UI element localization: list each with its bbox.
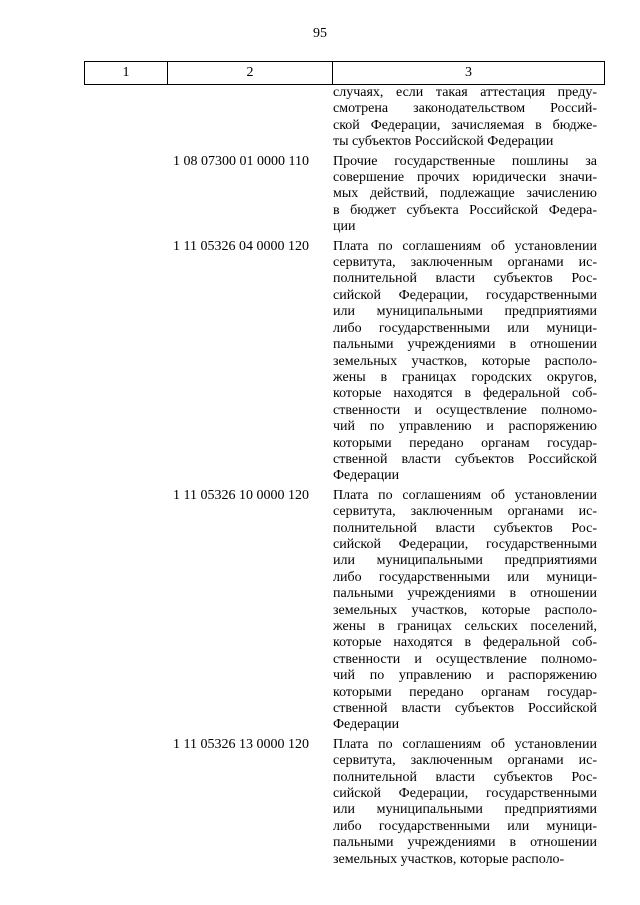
description-line: мых действий, подлежащие зачислению	[333, 186, 597, 202]
revenue-description	[333, 154, 597, 236]
description-line: чий по управлению и распоряжению	[333, 668, 597, 684]
revenue-description	[333, 737, 597, 868]
table-row	[0, 239, 640, 485]
table-row	[0, 154, 640, 236]
revenue-code: 1 11 05326 04 0000 120	[173, 238, 309, 254]
description-line: сийской Федерации, государственными	[333, 287, 597, 303]
description-line: земельных участков, которые располо-	[333, 851, 565, 867]
description-line: пальными учреждениями в отношении	[333, 835, 597, 851]
column-header-row	[85, 62, 605, 85]
table-row	[0, 85, 640, 151]
description-line: Плата по соглашениям об установлении	[333, 238, 597, 254]
revenue-description	[333, 85, 597, 151]
description-line: ственной власти субъектов Российской	[333, 701, 597, 717]
description-line: смотрена законодательством Россий-	[333, 101, 597, 117]
revenue-code: 1 11 05326 13 0000 120	[173, 736, 309, 752]
description-line: Плата по соглашениям об установлении	[333, 736, 597, 752]
description-line: сийской Федерации, государственными	[333, 786, 597, 802]
column-header-3: 3	[333, 62, 605, 85]
column-header-table	[84, 61, 605, 85]
description-line: в бюджет субъекта Российской Федера-	[333, 202, 597, 218]
description-line: сийской Федерации, государственными	[333, 536, 597, 552]
description-line: сервитута, заключенным органами ис-	[333, 504, 597, 520]
description-line: или муниципальными предприятиями	[333, 304, 597, 320]
revenue-code: 1 11 05326 10 0000 120	[173, 487, 309, 503]
description-line: либо государственными или муници-	[333, 320, 597, 336]
revenue-description	[333, 488, 597, 734]
table-body	[0, 85, 640, 868]
description-line: ской Федерации, зачисляемая в бюдже-	[333, 117, 597, 133]
description-line: ции	[333, 219, 356, 235]
description-line: полнительной власти субъектов Рос-	[333, 520, 597, 536]
description-line: полнительной власти субъектов Рос-	[333, 769, 597, 785]
description-line: ственности и осуществление полномо-	[333, 402, 597, 418]
description-line: пальными учреждениями в отношении	[333, 337, 597, 353]
table-row	[0, 488, 640, 734]
description-line: сервитута, заключенным органами ис-	[333, 753, 597, 769]
description-line: жены в границах сельских поселений,	[333, 619, 597, 634]
column-header-1: 1	[85, 62, 168, 85]
description-line: пальными учреждениями в отношении	[333, 586, 597, 602]
description-line: ты субъектов Российской Федерации	[333, 134, 554, 150]
description-line: Прочие государственные пошлины за	[333, 153, 597, 169]
description-line: которые находятся в федеральной соб-	[333, 635, 597, 651]
description-line: которыми передано органам государ-	[333, 435, 597, 451]
description-line: сервитута, заключенным органами ис-	[333, 255, 597, 271]
description-line: совершение прочих юридически значи-	[333, 170, 597, 186]
revenue-description	[333, 239, 597, 485]
column-header-2: 2	[168, 62, 333, 85]
description-line: или муниципальными предприятиями	[333, 553, 597, 569]
description-line: Плата по соглашениям об установлении	[333, 487, 597, 503]
description-line: чий по управлению и распоряжению	[333, 419, 597, 435]
description-line: ственности и осуществление полномо-	[333, 651, 597, 667]
description-line: земельных участков, которые располо-	[333, 602, 597, 618]
description-line: Федерации	[333, 717, 400, 733]
description-line: Федерации	[333, 468, 400, 484]
description-line: которые находятся в федеральной соб-	[333, 386, 597, 402]
description-line: ственной власти субъектов Российской	[333, 451, 597, 467]
description-line: земельных участков, которые располо-	[333, 353, 597, 369]
description-line: либо государственными или муници-	[333, 569, 597, 585]
description-line: либо государственными или муници-	[333, 818, 597, 834]
description-line: жены в границах городских округов,	[333, 369, 597, 385]
description-line: или муниципальными предприятиями	[333, 802, 597, 818]
revenue-code: 1 08 07300 01 0000 110	[173, 153, 309, 169]
page-number: 95	[313, 26, 327, 41]
description-line: которыми передано органам государ-	[333, 684, 597, 700]
description-line: случаях, если такая аттестация преду-	[333, 85, 597, 100]
table-row	[0, 737, 640, 868]
description-line: полнительной власти субъектов Рос-	[333, 271, 597, 287]
